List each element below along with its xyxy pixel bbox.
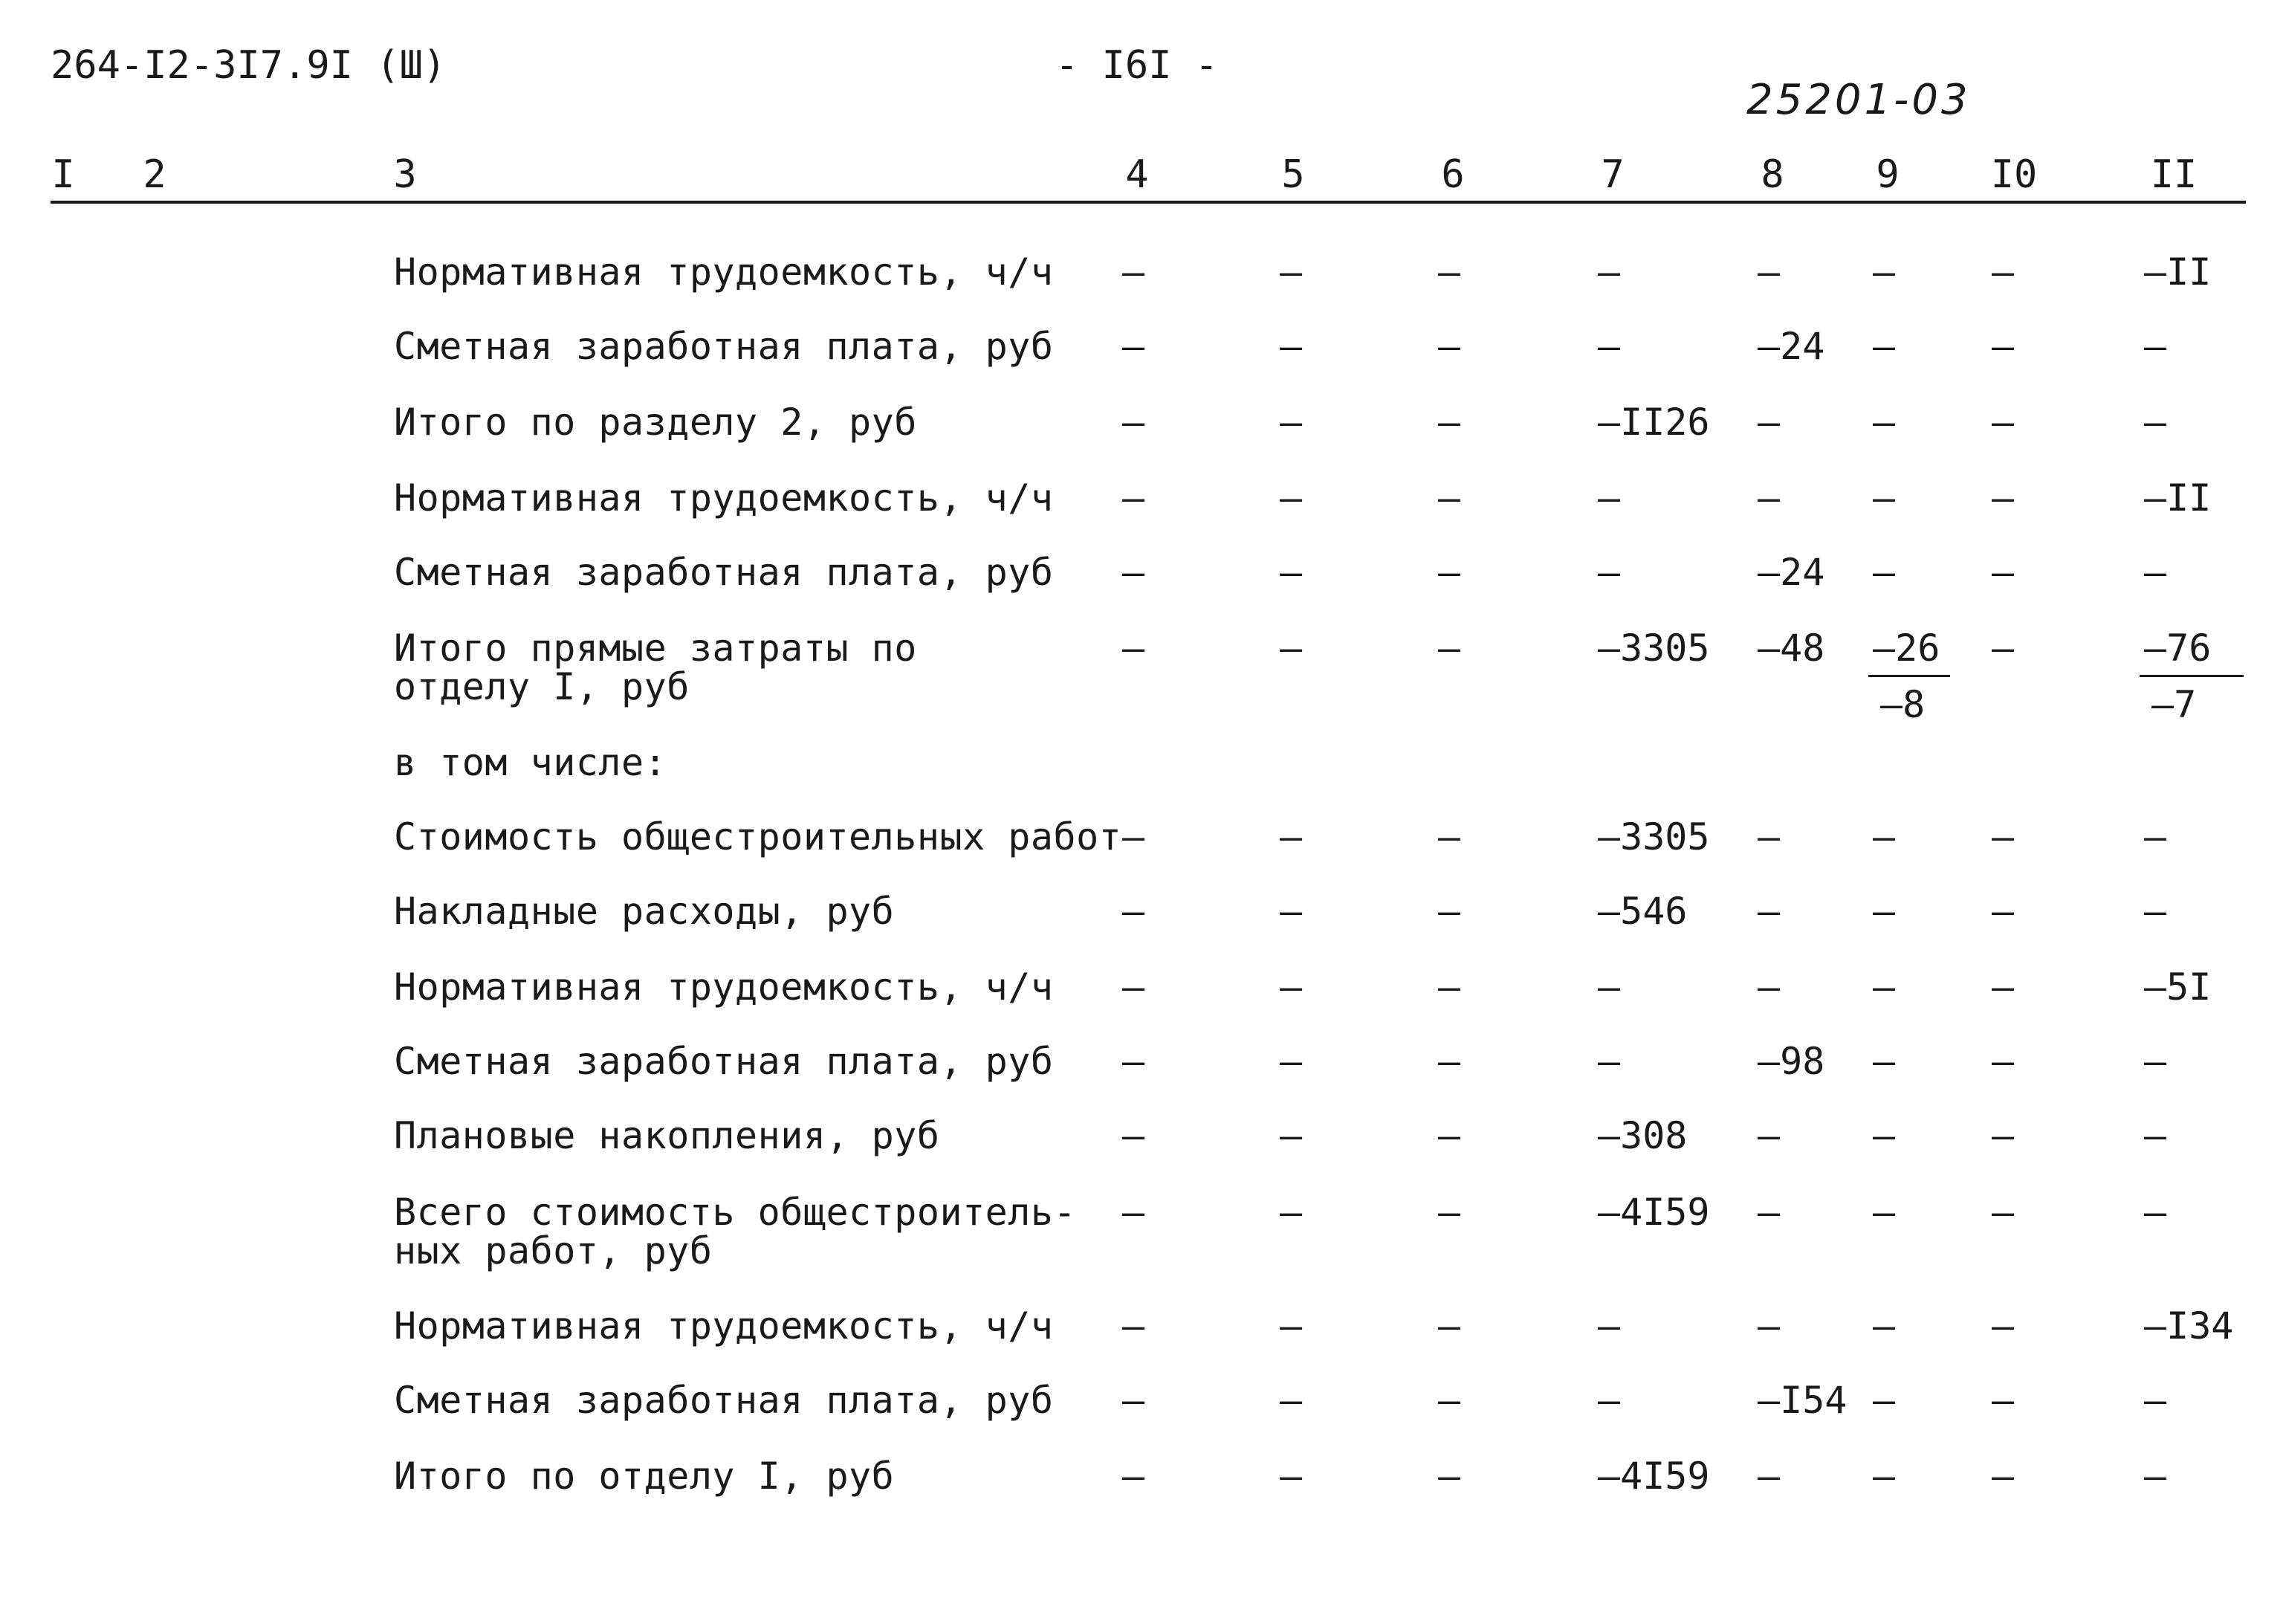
row-label: Сметная заработная плата, руб (394, 551, 1054, 594)
cell-col-10: – (1992, 627, 2015, 670)
cell-col-5: – (1280, 1304, 1303, 1348)
cell-col-5: – (1280, 551, 1303, 594)
row-label: Итого по отделу I, руб (394, 1455, 895, 1498)
cell-col-6: – (1438, 250, 1461, 294)
cell-col-4: – (1122, 1455, 1145, 1498)
cell-col-8: –24 (1758, 551, 1825, 594)
cell-col-11: – (2144, 401, 2167, 444)
cell-col-10: – (1992, 815, 2015, 858)
cell-col-5: – (1280, 1455, 1303, 1498)
cell-col-4: – (1122, 1114, 1145, 1157)
cell-col-11: – (2144, 551, 2167, 594)
cell-col-7: – (1598, 1304, 1621, 1348)
cell-col-8: – (1758, 1114, 1781, 1157)
table-row (0, 1116, 2283, 1191)
column-number-3: 3 (393, 152, 417, 197)
cell-col-11: –II (2144, 250, 2212, 294)
cell-col-6: – (1438, 1191, 1461, 1234)
table-row (0, 403, 2283, 477)
cell-col-11: – (2144, 1114, 2167, 1157)
cell-col-8: – (1758, 965, 1781, 1009)
cell-col-9: – (1873, 965, 1896, 1009)
column-number-10: I0 (1990, 152, 2038, 197)
cell-col-10: – (1992, 1114, 2015, 1157)
cell-col-8: – (1758, 476, 1781, 520)
cell-col-4: – (1122, 401, 1145, 444)
page-number: - I6I - (1055, 43, 1219, 88)
cell-col-10: – (1992, 1040, 2015, 1083)
document-code: 264-I2-3I7.9I (Ш) (51, 43, 447, 88)
cell-col-8: –24 (1758, 325, 1825, 368)
row-label: Стоимость общестроительных работ (394, 815, 1122, 858)
cell-col-8: – (1758, 401, 1781, 444)
cell-col-11: –I34 (2144, 1304, 2234, 1348)
cell-col-8: – (1758, 1191, 1781, 1234)
table-row (0, 743, 2283, 818)
column-number-2: 2 (143, 152, 166, 197)
column-number-11: II (2150, 152, 2198, 197)
cell-col-6: – (1438, 1304, 1461, 1348)
cell-col-8: – (1758, 815, 1781, 858)
cell-col-4: – (1122, 1379, 1145, 1422)
cell-col-6: – (1438, 325, 1461, 368)
table-row (0, 892, 2283, 966)
column-number-7: 7 (1601, 152, 1625, 197)
cell-col-10: – (1992, 1455, 2015, 1498)
cell-col-4: – (1122, 476, 1145, 520)
cell-col-5: – (1280, 1040, 1303, 1083)
cell-col-5: – (1280, 1114, 1303, 1157)
cell-col-10: – (1992, 325, 2015, 368)
column-number-1: I (51, 152, 75, 197)
cell-col-11: –II (2144, 476, 2212, 520)
cell-col-9: – (1873, 1191, 1896, 1234)
cell-col-7: –3305 (1598, 815, 1710, 858)
cell-col-6: – (1438, 890, 1461, 933)
cell-col-4: – (1122, 325, 1145, 368)
row-label: Нормативная трудоемкость, ч/ч (394, 476, 1054, 520)
cell-col-9: – (1873, 401, 1896, 444)
table-row (0, 327, 2283, 401)
cell-col-7: –308 (1598, 1114, 1688, 1157)
cell-col-7: –4I59 (1598, 1191, 1710, 1234)
table-row (0, 553, 2283, 627)
cell-col-7: – (1598, 965, 1621, 1009)
column-number-5: 5 (1281, 152, 1305, 197)
cell-col-7: – (1598, 1379, 1621, 1422)
handwritten-stamp-number: 25201-03 (1746, 76, 1971, 124)
cell-col-10: – (1992, 1191, 2015, 1234)
cell-col-11: – (2144, 1040, 2167, 1083)
table-row (0, 1381, 2283, 1455)
cell-col-8: – (1758, 890, 1781, 933)
cell-col-5: – (1280, 965, 1303, 1009)
row-label: Нормативная трудоемкость, ч/ч (394, 1304, 1054, 1348)
row-label: Сметная заработная плата, руб (394, 1040, 1054, 1083)
cell-col-11: – (2144, 1191, 2167, 1234)
cell-col-10: – (1992, 965, 2015, 1009)
cell-col-4: – (1122, 551, 1145, 594)
cell-col-9: – (1873, 1455, 1896, 1498)
cell-col-10: – (1992, 476, 2015, 520)
cell-col-10: – (1992, 401, 2015, 444)
cell-col-8: – (1758, 1304, 1781, 1348)
cell-col-10: – (1992, 1379, 2015, 1422)
cell-col-5: – (1280, 890, 1303, 933)
cell-col-4: – (1122, 1304, 1145, 1348)
row-label: Всего стоимость общестроитель- ных работ, руб (394, 1191, 1077, 1272)
cell-col-9: – (1873, 890, 1896, 933)
cell-col-9: – (1873, 325, 1896, 368)
cell-col-6: – (1438, 401, 1461, 444)
cell-col-9: – (1873, 476, 1896, 520)
cell-col-11: – (2144, 325, 2167, 368)
cell-col-5: – (1280, 1191, 1303, 1234)
cell-col-8: –48 (1758, 627, 1825, 670)
cell-col-5: – (1280, 815, 1303, 858)
cell-col-11: –76 (2144, 627, 2212, 670)
cell-col-7: –3305 (1598, 627, 1710, 670)
table-row (0, 1304, 2283, 1381)
cell-col-6: – (1438, 1040, 1461, 1083)
cell-col-4: – (1122, 1040, 1145, 1083)
table-row (0, 476, 2283, 553)
cell-col-9: – (1873, 815, 1896, 858)
table-row (0, 250, 2283, 327)
column-number-6: 6 (1441, 152, 1465, 197)
cell-col-6: – (1438, 1379, 1461, 1422)
fraction-bar (2140, 675, 2244, 677)
cell-col-9: – (1873, 1040, 1896, 1083)
table-row (0, 815, 2283, 892)
cell-col-9: – (1873, 1379, 1896, 1422)
fraction-bar (1868, 675, 1950, 677)
cell-col-11: – (2144, 890, 2167, 933)
row-label: Сметная заработная плата, руб (394, 325, 1054, 368)
cell-col-11: –5I (2144, 965, 2212, 1009)
cell-col-10: – (1992, 1304, 2015, 1348)
cell-col-9: – (1873, 551, 1896, 594)
cell-col-10: – (1992, 250, 2015, 294)
table-row (0, 965, 2283, 1042)
row-label: Сметная заработная плата, руб (394, 1379, 1054, 1422)
column-number-4: 4 (1125, 152, 1149, 197)
cell-col-4: – (1122, 627, 1145, 670)
cell-col-8: –98 (1758, 1040, 1825, 1083)
header-underline-right (1917, 201, 2246, 204)
cell-col-6: – (1438, 965, 1461, 1009)
cell-col-11-denominator: –7 (2151, 683, 2197, 726)
cell-col-11: – (2144, 1455, 2167, 1498)
cell-col-11: – (2144, 815, 2167, 858)
cell-col-9-denominator: –8 (1880, 683, 1926, 726)
cell-col-8: – (1758, 1455, 1781, 1498)
cell-col-10: – (1992, 890, 2015, 933)
row-label: Нормативная трудоемкость, ч/ч (394, 250, 1054, 294)
cell-col-6: – (1438, 815, 1461, 858)
cell-col-9: – (1873, 1304, 1896, 1348)
cell-col-6: – (1438, 476, 1461, 520)
cell-col-5: – (1280, 1379, 1303, 1422)
cell-col-4: – (1122, 250, 1145, 294)
cell-col-8: – (1758, 250, 1781, 294)
cell-col-9: – (1873, 250, 1896, 294)
cell-col-9: – (1873, 1114, 1896, 1157)
header-underline-left (51, 201, 1923, 204)
cell-col-6: – (1438, 627, 1461, 670)
cell-col-6: – (1438, 1455, 1461, 1498)
table-row (0, 1457, 2283, 1531)
cell-col-5: – (1280, 627, 1303, 670)
cell-col-5: – (1280, 325, 1303, 368)
row-label: Итого по разделу 2, руб (394, 401, 917, 444)
cell-col-5: – (1280, 476, 1303, 520)
row-label: Нормативная трудоемкость, ч/ч (394, 965, 1054, 1009)
cell-col-4: – (1122, 890, 1145, 933)
cell-col-7: – (1598, 1040, 1621, 1083)
cell-col-8: –I54 (1758, 1379, 1848, 1422)
column-number-9: 9 (1876, 152, 1900, 197)
cell-col-7: –546 (1598, 890, 1688, 933)
cell-col-5: – (1280, 401, 1303, 444)
cell-col-7: – (1598, 250, 1621, 294)
cell-col-7: – (1598, 551, 1621, 594)
table-row (0, 1191, 2283, 1272)
cell-col-10: – (1992, 551, 2015, 594)
cell-col-9: –26 (1873, 627, 1940, 670)
cell-col-11: – (2144, 1379, 2167, 1422)
row-label: Накладные расходы, руб (394, 890, 895, 933)
cell-col-5: – (1280, 250, 1303, 294)
row-label: Итого прямые затраты по отделу I, руб (394, 627, 917, 708)
cell-col-4: – (1122, 1191, 1145, 1234)
cell-col-6: – (1438, 551, 1461, 594)
cell-col-4: – (1122, 965, 1145, 1009)
cell-col-7: – (1598, 476, 1621, 520)
cell-col-7: –4I59 (1598, 1455, 1710, 1498)
row-label: Плановые накопления, руб (394, 1114, 940, 1157)
row-label: в том числе: (394, 741, 667, 784)
cell-col-4: – (1122, 815, 1145, 858)
cell-col-7: – (1598, 325, 1621, 368)
column-number-8: 8 (1761, 152, 1784, 197)
table-row (0, 627, 2283, 726)
table-row (0, 1042, 2283, 1116)
cell-col-7: –II26 (1598, 401, 1710, 444)
cell-col-6: – (1438, 1114, 1461, 1157)
